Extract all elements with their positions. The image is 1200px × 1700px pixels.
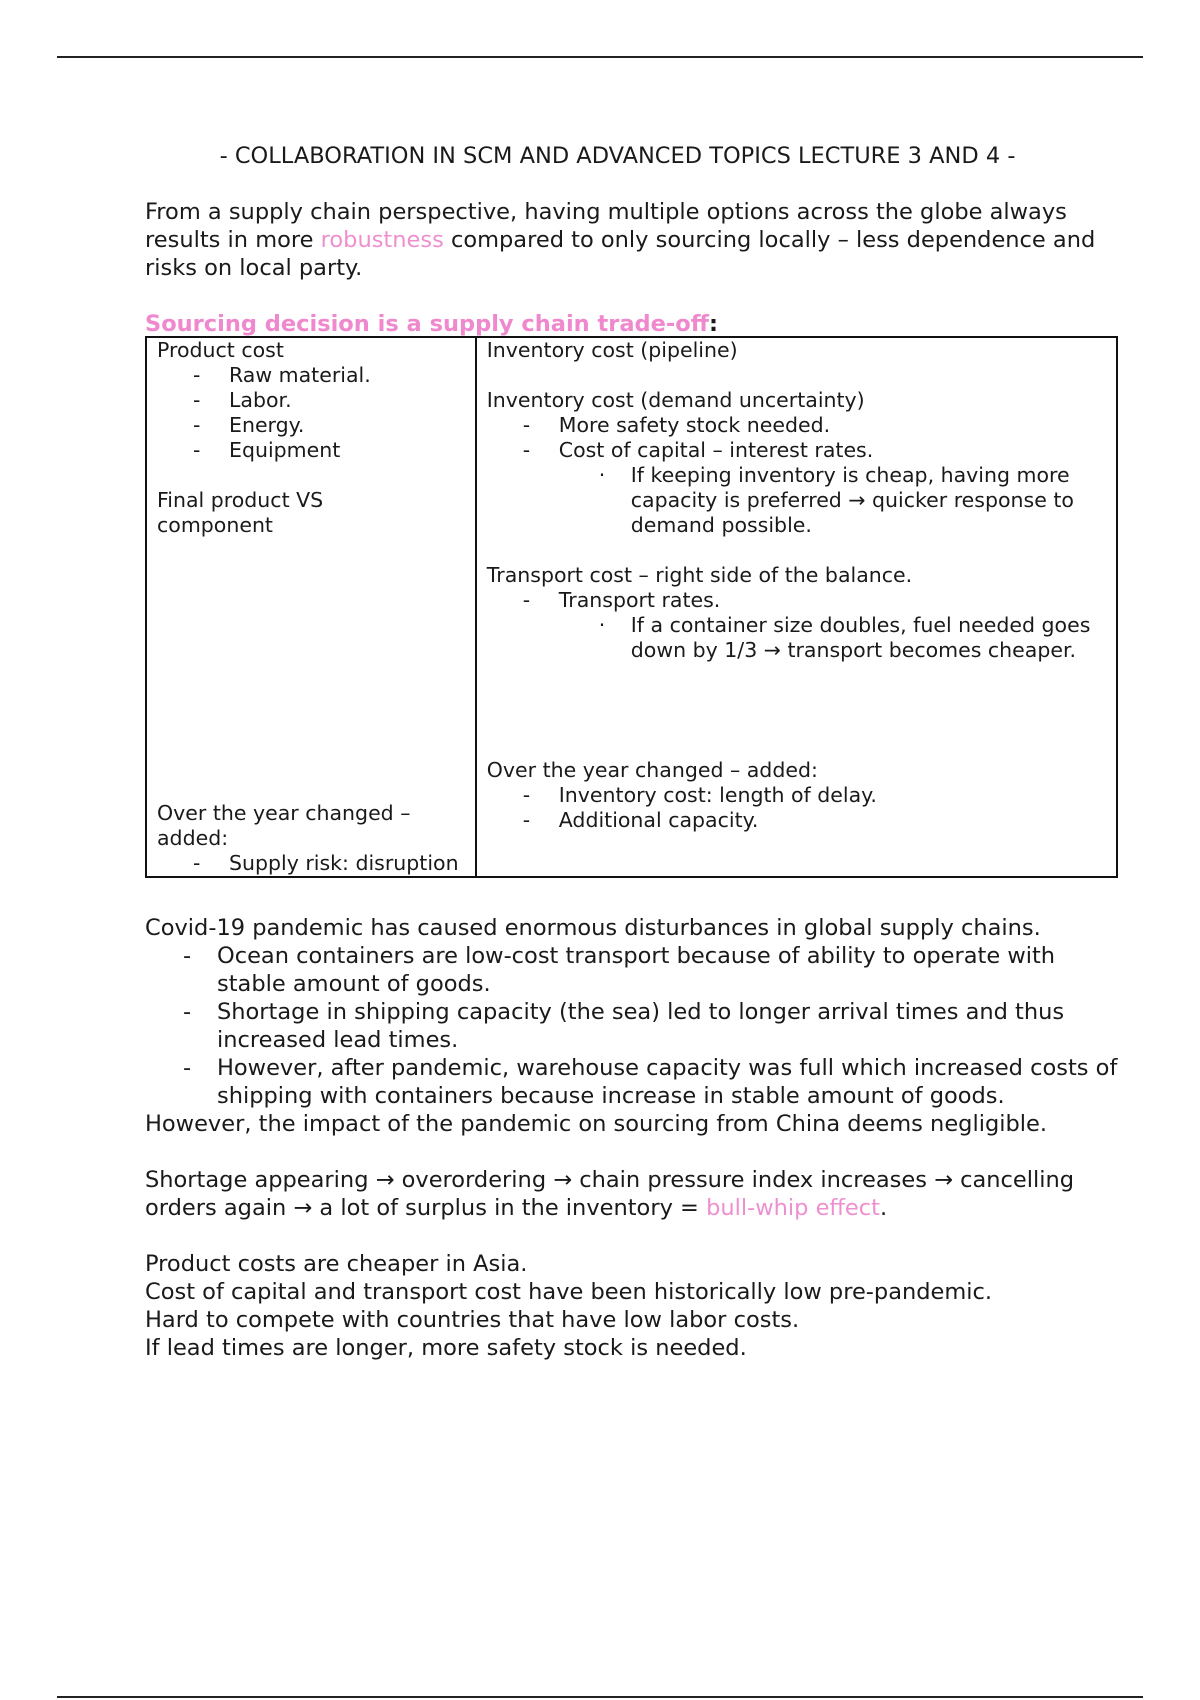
list-item: - Labor. [157,388,465,413]
pipeline-label: Inventory cost (pipeline) [486,338,738,362]
demand-sublist [487,463,1106,538]
product-cost-label: Product cost [157,338,284,362]
list-item: - However, after pandemic, warehouse capacity was full which increased costs of shipping with containers because increase in stable amount of goods. [145,1054,1120,1110]
list-item: - Raw material. [157,363,465,388]
intro-paragraph [145,198,1120,282]
left-changed-list [157,851,465,876]
covid-lead: Covid-19 pandemic has caused enormous disturbances in global supply chains. [145,915,1041,941]
bottom-rule [57,1696,1143,1698]
heading-suffix: : [708,311,718,337]
heading-highlight: Sourcing decision is a supply chain trade-off [145,311,709,337]
list-item: · If a container size doubles, fuel needed goes down by 1/3 → transport becomes cheaper. [487,613,1106,663]
closing-line: Cost of capital and transport cost have been historically low pre-pandemic. [145,1279,993,1305]
list-item: - Additional capacity. [487,808,1106,833]
document-body [145,142,1120,1362]
list-item: - Energy. [157,413,465,438]
left-changed-block [157,801,465,876]
tradeoff-table [145,336,1118,878]
tradeoff-left-cell [146,337,476,877]
covid-list [145,942,1120,1110]
section-heading [145,310,1120,338]
page-title: - COLLABORATION IN SCM AND ADVANCED TOPICS LECTURE 3 AND 4 - [219,143,1016,169]
left-changed-label: Over the year changed – added: [157,801,411,850]
closing-line: If lead times are longer, more safety stock is needed. [145,1335,747,1361]
bullwhip-text-after: . [879,1195,888,1221]
transport-list [487,588,1106,613]
list-item: - Transport rates. [487,588,1106,613]
intro-highlight: robustness [320,227,444,253]
right-changed-block [487,758,1106,833]
right-changed-list [487,783,1106,833]
tradeoff-right-cell [476,337,1117,877]
demand-list [487,413,1106,463]
list-item: - More safety stock needed. [487,413,1106,438]
bullwhip-text-before: Shortage appearing → overordering → chain pressure index increases → cancelling orders again → a lot of surplus in the inventory = [145,1167,1075,1221]
right-changed-label: Over the year changed – added: [486,758,818,782]
list-item: · If keeping inventory is cheap, having more capacity is preferred → quicker response to demand possible. [487,463,1106,538]
top-rule [57,56,1143,58]
list-item: - Shortage in shipping capacity (the sea) led to longer arrival times and thus increased lead times. [145,998,1120,1054]
intro-text-before: From a supply chain perspective, having multiple options across the globe always results in more [145,199,1067,253]
bullwhip-highlight: bull-whip effect [706,1195,880,1221]
demand-label: Inventory cost (demand uncertainty) [486,388,865,412]
product-cost-list [157,363,465,463]
transport-label: Transport cost – right side of the balance. [486,563,913,587]
list-item: - Ocean containers are low-cost transport because of ability to operate with stable amount of goods. [145,942,1120,998]
covid-conclusion: However, the impact of the pandemic on sourcing from China deems negligible. [145,1111,1048,1137]
intro-text-after: compared to only sourcing locally – less dependence and risks on local party. [145,227,1096,281]
list-item: - Inventory cost: length of delay. [487,783,1106,808]
bullwhip-paragraph [145,1166,1120,1222]
final-product-label: Final product VS component [157,488,324,537]
transport-sublist [487,613,1106,663]
list-item: - Cost of capital – interest rates. [487,438,1106,463]
covid-section [145,914,1120,1138]
closing-line: Hard to compete with countries that have low labor costs. [145,1307,800,1333]
closing-line: Product costs are cheaper in Asia. [145,1251,528,1277]
list-item: - Supply risk: disruption [157,851,465,876]
list-item: - Equipment [157,438,465,463]
